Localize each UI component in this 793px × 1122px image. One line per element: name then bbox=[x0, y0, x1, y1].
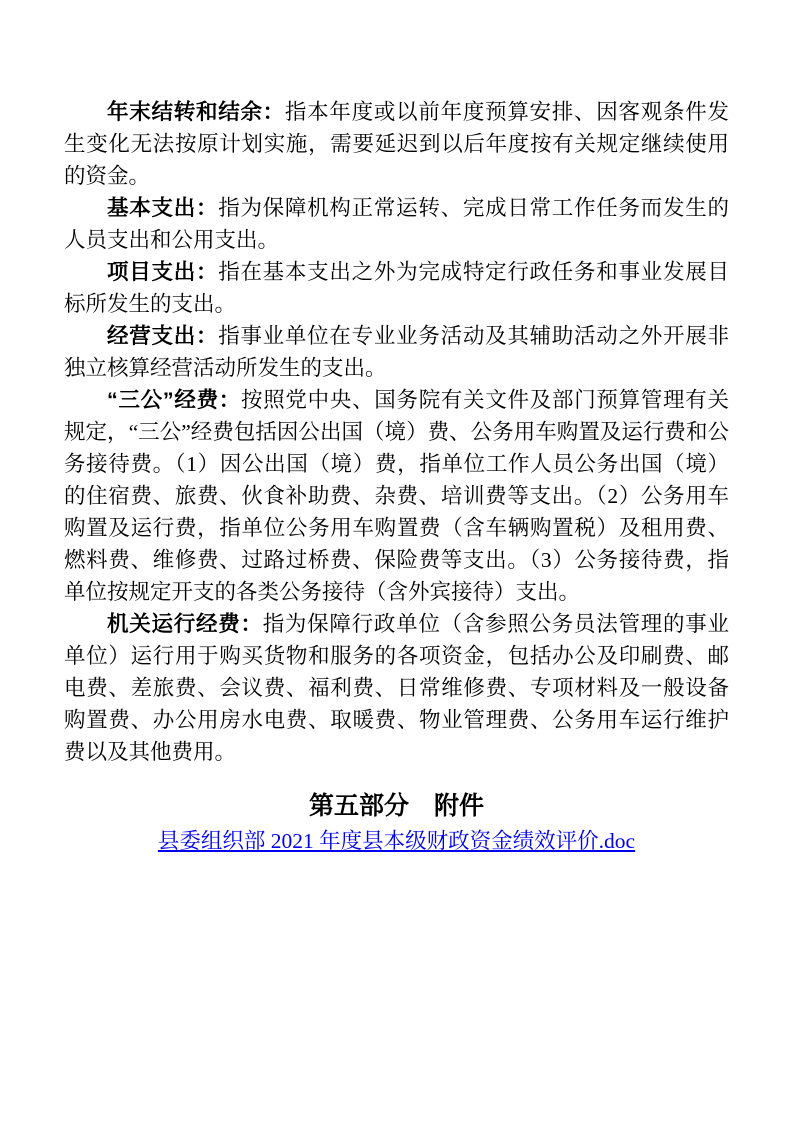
definition-text: 指在基本支出之外为完成特定行政任务和事业发展目标所发生的支出。 bbox=[64, 260, 729, 316]
definition-paragraph bbox=[64, 320, 729, 384]
definition-paragraph bbox=[64, 608, 729, 768]
definition-text: 指本年度或以前年度预算安排、因客观条件发生变化无法按原计划实施，需要延迟到以后年度按有关规定继续使用的资金。 bbox=[64, 100, 729, 188]
definition-term: 机关运行经费： bbox=[107, 612, 263, 636]
definition-term: “三公”经费： bbox=[107, 388, 241, 412]
definition-term: 项目支出： bbox=[107, 260, 219, 284]
definition-text: 指为保障行政单位（含参照公务员法管理的事业单位）运行用于购买货物和服务的各项资金，包括办公及印刷费、邮电费、差旅费、会议费、福利费、日常维修费、专项材料及一般设备购置费、办公用房水电费、取暖费、物业管理费、公务用车运行维护费以及其他费用。 bbox=[64, 612, 729, 764]
definition-text: 指为保障机构正常运转、完成日常工作任务而发生的人员支出和公用支出。 bbox=[64, 196, 729, 252]
attachment-link[interactable]: 县委组织部 2021 年度县本级财政资金绩效评价.doc bbox=[157, 829, 636, 853]
definition-text: 指事业单位在专业业务活动及其辅助活动之外开展非独立核算经营活动所发生的支出。 bbox=[64, 324, 729, 380]
definition-term: 年末结转和结余： bbox=[107, 100, 285, 124]
attachment-line bbox=[64, 826, 729, 856]
definition-paragraph bbox=[64, 256, 729, 320]
definition-text: 按照党中央、国务院有关文件及部门预算管理有关规定，“三公”经费包括因公出国（境）费、公务用车购置及运行费和公务接待费。（1）因公出国（境）费，指单位工作人员公务出国（境）的住宿费、旅费、伙食补助费、杂费、培训费等支出。（2）公务用车购置及运行费，指单位公务用车购置费（含车辆购置税）及租用费、燃料费、维修费、过路过桥费、保险费等支出。（3）公务接待费，指单位按规定开支的各类公务接待（含外宾接待）支出。 bbox=[64, 388, 729, 604]
definition-term: 基本支出： bbox=[107, 196, 219, 220]
definitions-block bbox=[64, 96, 729, 768]
definition-paragraph bbox=[64, 384, 729, 608]
section-heading: 第五部分 附件 bbox=[308, 792, 484, 820]
definition-term: 经营支出： bbox=[107, 324, 219, 348]
definition-paragraph bbox=[64, 192, 729, 256]
definition-paragraph bbox=[64, 96, 729, 192]
